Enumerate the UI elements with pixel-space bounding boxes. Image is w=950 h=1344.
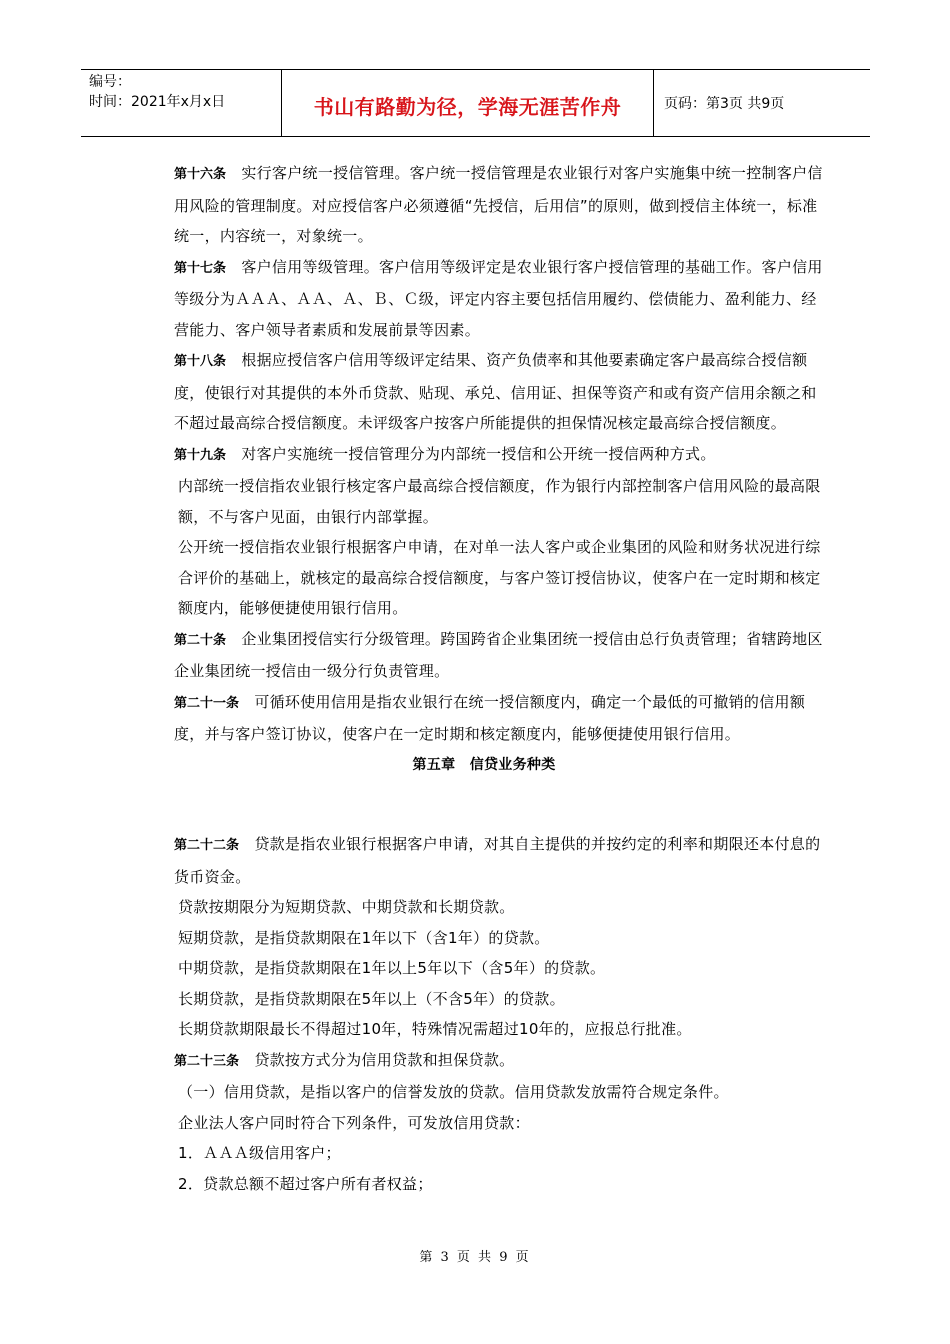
article-text: 根据应授信客户信用等级评定结果、资产负债率和其他要素确定客户最高综合授信额度，使银行对其提供的本外币贷款、贴现、承兑、信用证、担保等资产和或有资产信用余额之和不超过最高综合授信额度。未评级客户按客户所能提供的担保情况核定最高综合授信额度。	[174, 351, 817, 432]
paragraph: 贷款按期限分为短期贷款、中期贷款和长期贷款。	[178, 898, 515, 916]
article-title: 第十九条	[174, 447, 227, 463]
article-title: 第二十条	[174, 632, 227, 648]
list-item: 1．ＡＡＡ级信用客户；	[178, 1144, 341, 1162]
document-body	[144, 158, 824, 1199]
document-header	[81, 69, 870, 137]
paragraph: 长期贷款，是指贷款期限在5年以上（不含5年）的贷款。	[178, 989, 565, 1008]
article-text: 可循环使用信用是指农业银行在统一授信额度内，确定一个最低的可撤销的信用额度，并与客户签订协议，使客户在一定时期和核定额度内，能够便捷使用银行信用。	[174, 692, 806, 743]
article-title: 第二十二条	[174, 838, 240, 853]
article-19	[144, 439, 824, 472]
chapter-heading: 第五章 信贷业务种类	[412, 756, 556, 773]
article-text: 对客户实施统一授信管理分为内部统一授信和公开统一授信两种方式。	[241, 444, 716, 463]
document-number-label: 编号：	[89, 74, 131, 90]
header-motto-cell	[282, 70, 654, 136]
header-page-cell	[654, 70, 870, 136]
article-17	[144, 252, 824, 346]
paragraph: 短期贷款，是指贷款期限在1年以下（含1年）的贷款。	[178, 928, 550, 947]
article-title: 第十六条	[174, 167, 227, 182]
header-meta-cell	[81, 70, 282, 136]
header-motto: 书山有路勤为径，学海无涯苦作舟	[313, 94, 622, 119]
article-text: 贷款按方式分为信用贷款和担保贷款。	[254, 1050, 515, 1069]
document-time-label: 时间：2021年x月x日	[89, 94, 226, 110]
article-title: 第十七条	[174, 260, 227, 276]
article-21	[144, 687, 824, 750]
header-page-info: 页码：第3页 共9页	[664, 96, 785, 112]
list-item: 2．贷款总额不超过客户所有者权益；	[178, 1174, 433, 1193]
article-22	[144, 829, 824, 892]
article-title: 第十八条	[174, 354, 227, 369]
paragraph: 中期贷款，是指贷款期限在1年以上5年以下（含5年）的贷款。	[178, 959, 606, 977]
paragraph: （一）信用贷款，是指以客户的信誉发放的贷款。信用贷款发放需符合规定条件。	[178, 1083, 729, 1101]
paragraph: 内部统一授信指农业银行核定客户最高综合授信额度，作为银行内部控制客户信用风险的最高限额，不与客户见面，由银行内部掌握。	[178, 477, 821, 526]
article-text: 客户信用等级管理。客户信用等级评定是农业银行客户授信管理的基础工作。客户信用等级分为ＡＡＡ、ＡＡ、Ａ、Ｂ、Ｃ级，评定内容主要包括信用履约、偿债能力、盈利能力、经营能力、客户领导者素质和发展前景等因素。	[174, 257, 823, 339]
page-footer: 第 3 页 共 9 页	[419, 1250, 531, 1265]
article-18	[144, 345, 824, 439]
paragraph: 公开统一授信指农业银行根据客户申请，在对单一法人客户或企业集团的风险和财务状况进行综合评价的基础上，就核定的最高综合授信额度，与客户签订授信协议，使客户在一定时期和核定额度内，能够便捷使用银行信用。	[178, 538, 821, 617]
paragraph: 长期贷款期限最长不得超过10年，特殊情况需超过10年的，应报总行批准。	[178, 1020, 692, 1038]
paragraph: 企业法人客户同时符合下列条件，可发放信用贷款：	[178, 1113, 530, 1132]
spacer	[144, 780, 824, 829]
article-20	[144, 624, 824, 687]
article-title: 第二十一条	[174, 695, 240, 711]
article-16	[144, 158, 824, 252]
article-text: 企业集团授信实行分级管理。跨国跨省企业集团统一授信由总行负责管理；省辖跨地区企业集团统一授信由一级分行负责管理。	[174, 629, 823, 680]
article-text: 贷款是指农业银行根据客户申请，对其自主提供的并按约定的利率和期限还本付息的货币资金。	[174, 835, 821, 886]
article-text: 实行客户统一授信管理。客户统一授信管理是农业银行对客户实施集中统一控制客户信用风险的管理制度。对应授信客户必须遵循“先授信，后用信”的原则，做到授信主体统一，标准统一，内容统一，对象统一。	[174, 164, 823, 245]
article-title: 第二十三条	[174, 1053, 240, 1069]
article-23	[144, 1045, 824, 1078]
